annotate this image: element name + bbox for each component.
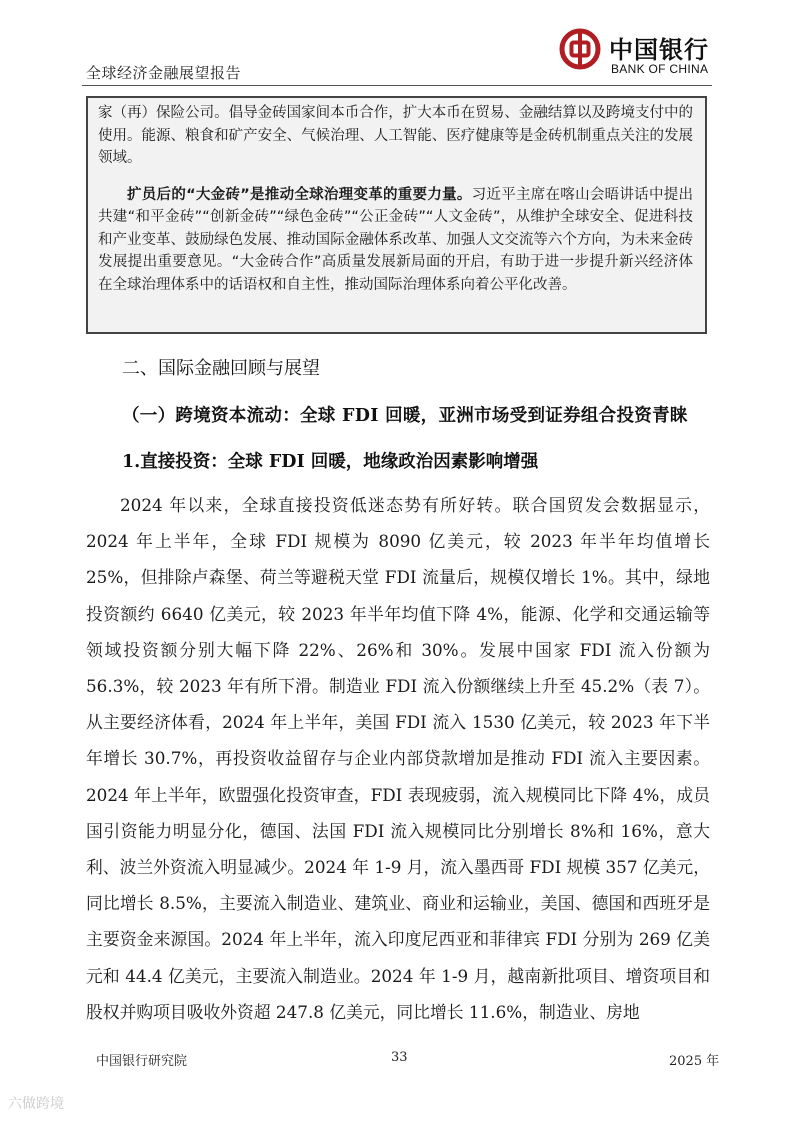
box-paragraph-2 <box>98 184 693 297</box>
box-paragraph-2-rest: 习近平主席在喀山会晤讲话中提出共建“和平金砖”“创新金砖”“绿色金砖”“公正金砖”“人文金砖”，从维护全球安全、促进科技和产业变革、鼓励绿色发展、推动国际金融体系改革、加强人文交流等六个方向，为未来金砖发展提出重要意见。“大金砖合作”高质量发展新局面的开启，有助于进一步提升新兴经济体在全球治理体系中的话语权和自主性，推动国际治理体系向着公平化改善。 <box>98 186 694 293</box>
bank-of-china-logo <box>559 24 719 82</box>
report-title: 全球经济金融展望报告 <box>86 64 242 82</box>
subsubsection-heading: 1.直接投资：全球 FDI 回暖，地缘政治因素影响增强 <box>122 452 539 472</box>
logo-chinese-name: 中国银行 <box>609 35 709 64</box>
info-box <box>86 96 707 334</box>
logo-english-name: BANK OF CHINA <box>611 62 709 76</box>
footer-year: 2025 年 <box>669 1054 720 1069</box>
section-heading: 二、国际金融回顾与展望 <box>122 358 320 379</box>
subsection-heading: （一）跨境资本流动：全球 FDI 回暖，亚洲市场受到证券组合投资青睐 <box>122 406 688 426</box>
box-paragraph-1: 家（再）保险公司。倡导金砖国家间本币合作，扩大本币在贸易、金融结算以及跨境支付中的使用。能源、粮食和矿产安全、气候治理、人工智能、医疗健康等是金砖机制重点关注的发展领域。 <box>98 105 693 166</box>
footer-organization: 中国银行研究院 <box>96 1054 188 1069</box>
box-paragraph-2-lead: 扩员后的“大金砖”是推动全球治理变革的重要力量。 <box>127 186 472 203</box>
bank-of-china-emblem-icon <box>559 28 601 70</box>
watermark: 六做跨境 <box>8 1096 64 1112</box>
page-number: 33 <box>391 1050 408 1065</box>
body-paragraph: 2024 年以来，全球直接投资低迷态势有所好转。联合国贸发会数据显示，2024 年上半年，全球 FDI 规模为 8090 亿美元，较 2023 年半年均值增长 25%，但排除卢森堡、荷兰等避税天堂 FDI 流量后，规模仅增长 1%。其中，绿地投资额约 6640 亿美元，较 2023 年半年均值下降 4%，能源、化学和交通运输等领域投资额分别大幅下降 22%、26%和 30%。发展中国家 FDI 流入份额为 56.3%，较 2023 年有所下滑。制造业 FDI 流入份额继续上升至 45.2%（表 7）。从主要经济体看，2024 年上半年，美国 FDI 流入 1530 亿美元，较 2023 年下半年增长 30.7%，再投资收益留存与企业内部贷款增加是推动 FDI 流入主要因素。2024 年上半年，欧盟强化投资审查，FDI 表现疲弱，流入规模同比下降 4%，成员国引资能力明显分化，德国、法国 FDI 流入规模同比分别增长 8%和 16%，意大利、波兰外资流入明显减少。2024 年 1-9 月，流入墨西哥 FDI 规模 357 亿美元，同比增长 8.5%，主要流入制造业、建筑业、商业和运输业，美国、德国和西班牙是主要资金来源国。2024 年上半年，流入印度尼西亚和菲律宾 FDI 分别为 269 亿美元和 44.4 亿美元，主要流入制造业。2024 年 1-9 月，越南新批项目、增资项目和股权并购项目吸收外资超 247.8 亿美元，同比增长 11.6%，制造业、房地 <box>86 495 710 1022</box>
header-divider <box>82 85 712 86</box>
